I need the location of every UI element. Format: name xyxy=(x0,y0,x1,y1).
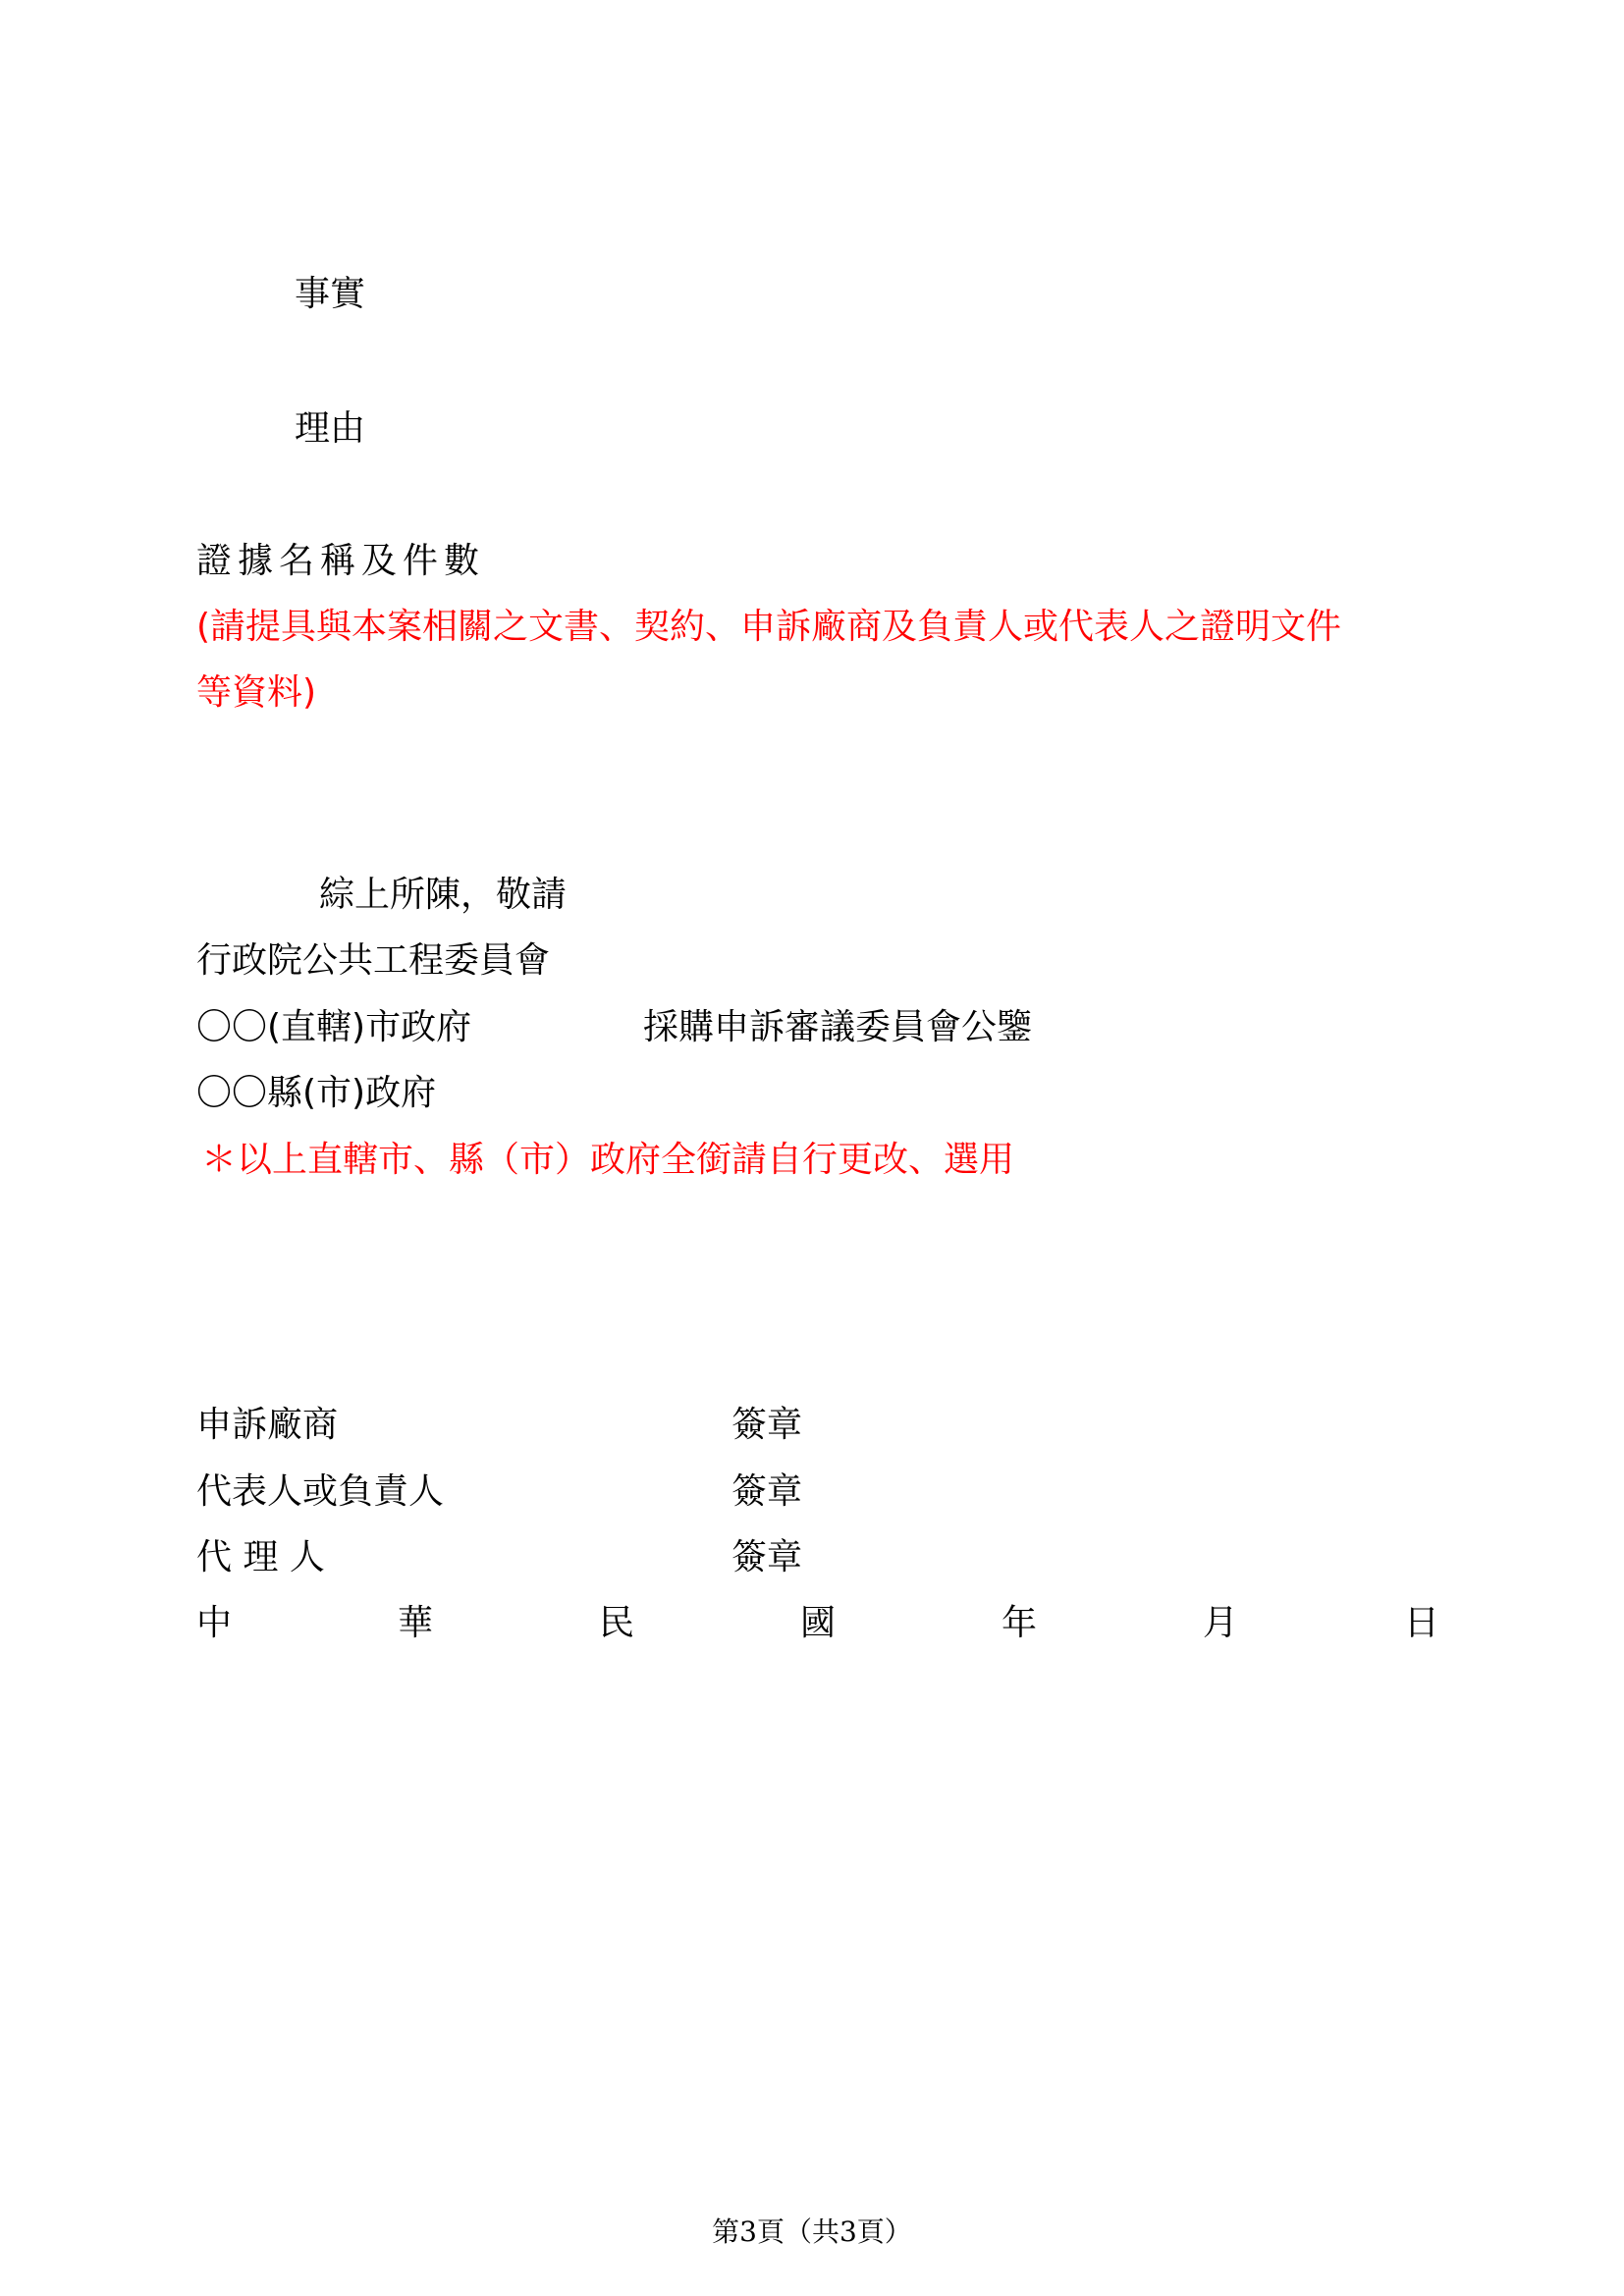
signature-stamp: 簽章 xyxy=(731,1405,803,1445)
signature-label: 申訴廠商 xyxy=(196,1405,339,1445)
signature-label: 代 理 人 xyxy=(196,1537,325,1577)
addressee-line-2: 〇〇(直轄)市政府 xyxy=(196,1007,472,1047)
addressee-line-1: 行政院公共工程委員會 xyxy=(196,940,551,981)
section-heading-facts: 事實 xyxy=(295,274,366,314)
signature-label: 代表人或負責人 xyxy=(196,1471,445,1512)
signature-stamp: 簽章 xyxy=(731,1537,803,1577)
section-heading-reasons: 理由 xyxy=(295,408,366,449)
date-line xyxy=(196,1602,1439,1645)
addressee-line-3: 〇〇縣(市)政府 xyxy=(196,1073,437,1113)
addressee-note: ＊以上直轄市、縣（市）政府全銜請自行更改、選用 xyxy=(201,1140,1015,1180)
closing-salutation: 綜上所陳，敬請 xyxy=(319,875,568,915)
date-char: 月 xyxy=(1202,1603,1238,1643)
date-char: 中 xyxy=(196,1603,233,1643)
date-char: 日 xyxy=(1403,1603,1439,1643)
evidence-note-line-1: (請提具與本案相關之文書、契約、申訴廠商及負責人或代表人之證明文件 xyxy=(196,607,1342,647)
addressee-committee: 採購申訴審議委員會公鑒 xyxy=(643,1007,1033,1047)
signature-stamp: 簽章 xyxy=(731,1471,803,1512)
date-char: 國 xyxy=(799,1603,836,1643)
date-char: 民 xyxy=(598,1603,634,1643)
page-number: 第3頁（共3頁） xyxy=(712,2216,912,2248)
section-heading-evidence: 證據名稱及件數 xyxy=(196,541,486,581)
date-char: 年 xyxy=(1001,1603,1037,1643)
evidence-note-line-2: 等資料) xyxy=(196,672,317,713)
date-char: 華 xyxy=(397,1603,433,1643)
